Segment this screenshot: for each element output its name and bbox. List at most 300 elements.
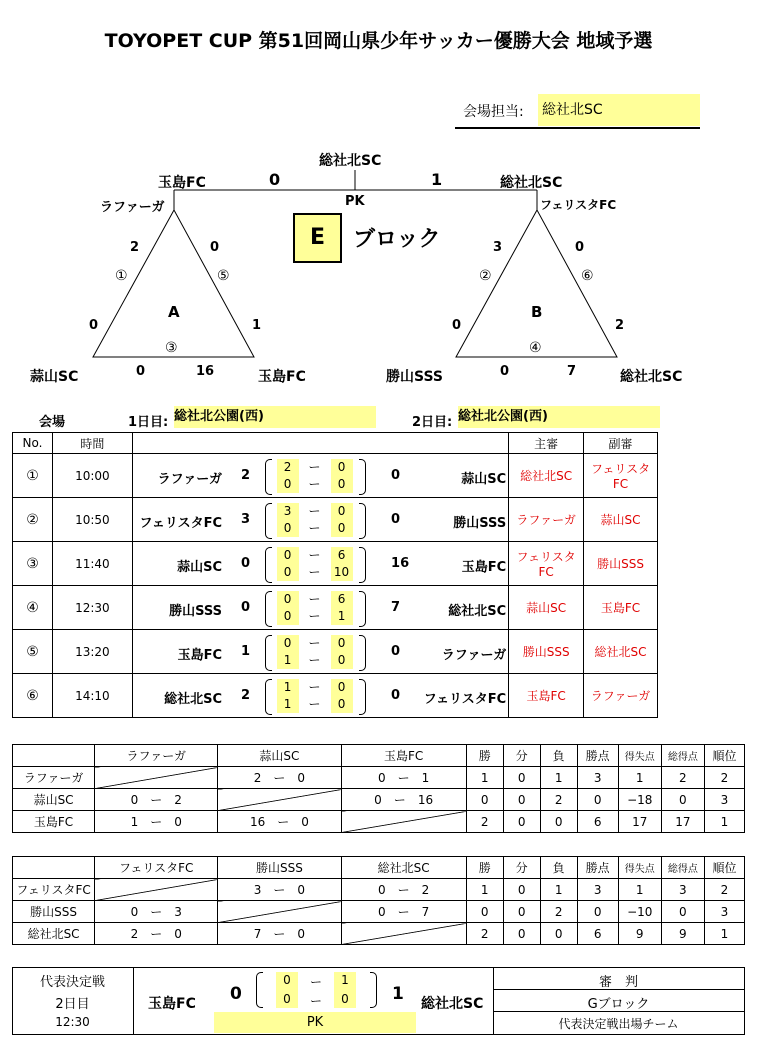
result-against: 0 xyxy=(174,815,182,829)
playoff-ref-label: 審 判 xyxy=(598,975,638,990)
group-b-mark-left: ② xyxy=(479,268,492,284)
dash: ー xyxy=(393,793,406,807)
league-row xyxy=(13,923,745,945)
bracket-left xyxy=(265,635,272,671)
result-for: 7 xyxy=(253,927,262,941)
bracket-right xyxy=(359,459,366,495)
result-against: 2 xyxy=(421,883,430,897)
result-for: 16 xyxy=(249,815,266,829)
bracket-left xyxy=(265,679,272,715)
league-self-cell xyxy=(218,901,341,923)
final-left-team: 玉島FC xyxy=(158,175,206,191)
home-score: 3 xyxy=(241,512,251,527)
bracket-right xyxy=(359,591,366,627)
venues-label: 会場 xyxy=(39,415,66,430)
final-left-score: 0 xyxy=(269,170,281,189)
playoff-h2: 0 xyxy=(283,992,291,1006)
match-time: 14:10 xyxy=(52,674,132,718)
result-for: 0 xyxy=(130,793,139,807)
league-row xyxy=(13,789,745,811)
dash: ー xyxy=(308,591,321,606)
home-half-2: 1 xyxy=(283,696,292,711)
playoff-bracket-left xyxy=(256,972,263,1008)
away-half-1: 0 xyxy=(337,503,346,518)
league-stat-d: 0 xyxy=(503,901,540,923)
group-b-name: B xyxy=(531,303,543,321)
league-row-team: 玉島FC xyxy=(13,811,95,833)
venue-manager-value: 総社北SC xyxy=(538,94,700,126)
match-time: 11:40 xyxy=(52,542,132,586)
league-stat-rank: 3 xyxy=(704,789,744,811)
group-a-left-team: 蒜山SC xyxy=(30,369,79,385)
league-header-loss: 負 xyxy=(540,745,577,767)
match-table xyxy=(12,432,658,718)
bracket-right xyxy=(359,635,366,671)
group-a-mark-right: ⑤ xyxy=(217,268,230,284)
header-assistant: 副審 xyxy=(584,433,658,454)
result-for: 2 xyxy=(130,927,139,941)
playoff-a2: 0 xyxy=(341,992,349,1006)
match-row xyxy=(13,454,658,498)
away-team: 玉島FC xyxy=(461,560,507,575)
group-a-right-edge-bottom: 1 xyxy=(252,318,262,333)
league-result xyxy=(95,901,218,923)
league-table-a xyxy=(12,744,745,833)
bracket-left xyxy=(265,503,272,539)
match-row xyxy=(13,542,658,586)
dash: ー xyxy=(308,547,321,562)
away-team: 総社北SC xyxy=(448,604,507,619)
away-score: 7 xyxy=(391,600,401,615)
referee: 蒜山SC xyxy=(509,586,584,630)
group-b-mark-right: ⑥ xyxy=(581,268,594,284)
home-half-2: 1 xyxy=(283,652,292,667)
league-stat-l: 0 xyxy=(540,811,577,833)
league-stat-w: 2 xyxy=(466,811,503,833)
dash: ー xyxy=(273,883,286,897)
result-against: 0 xyxy=(297,927,306,941)
league-table-b xyxy=(12,856,745,945)
header-referee: 主審 xyxy=(509,433,584,454)
league-stat-gd: 17 xyxy=(618,811,661,833)
home-half-2: 0 xyxy=(283,608,292,623)
league-stat-l: 2 xyxy=(540,901,577,923)
home-team: 勝山SSS xyxy=(169,604,223,619)
league-stat-gd: 1 xyxy=(618,767,661,789)
playoff-ref-note: 代表決定戦出場チーム xyxy=(558,1017,679,1031)
league-header-row xyxy=(13,857,745,879)
league-result xyxy=(341,901,466,923)
match-no: ④ xyxy=(13,586,53,630)
playoff-away-team: 総社北SC xyxy=(421,996,484,1012)
league-stat-gf: 2 xyxy=(661,767,704,789)
score-detail xyxy=(255,633,375,671)
day1-venue: 総社北公園(西) xyxy=(174,406,376,428)
dash: ー xyxy=(308,476,321,491)
assistant-referee: 玉島FC xyxy=(584,586,658,630)
away-half-2: 0 xyxy=(337,520,346,535)
match-time: 10:50 xyxy=(52,498,132,542)
result-for: 1 xyxy=(130,815,139,829)
league-row-team: 蒜山SC xyxy=(13,789,95,811)
dash: ー xyxy=(273,771,286,785)
league-self-cell xyxy=(341,811,466,833)
league-header-rank: 順位 xyxy=(704,745,744,767)
dash: ー xyxy=(397,883,410,897)
dash: ー xyxy=(273,927,286,941)
group-a-mark-left: ① xyxy=(115,268,128,284)
league-stat-gd: −18 xyxy=(618,789,661,811)
bracket-right xyxy=(359,547,366,583)
result-against: 0 xyxy=(297,883,306,897)
score-detail xyxy=(255,589,375,627)
score-detail xyxy=(255,677,375,715)
final-pk-label: PK xyxy=(345,194,365,209)
block-letter: E xyxy=(293,213,342,263)
match-row xyxy=(13,630,658,674)
away-half-2: 10 xyxy=(333,564,350,579)
home-team: 玉島FC xyxy=(177,648,223,663)
league-result xyxy=(95,923,218,945)
venue-manager-label: 会場担当: xyxy=(463,104,524,120)
dash: ー xyxy=(308,635,321,650)
league-header-rank: 順位 xyxy=(704,857,744,879)
league-result xyxy=(218,811,341,833)
league-stat-w: 1 xyxy=(466,767,503,789)
league-result xyxy=(218,879,341,901)
day1-label: 1日目: xyxy=(128,415,169,430)
assistant-referee: 総社北SC xyxy=(584,630,658,674)
group-a-left-edge-top: 2 xyxy=(130,240,140,255)
dash: ー xyxy=(277,815,290,829)
score-detail xyxy=(255,501,375,539)
dash: ー xyxy=(308,696,321,711)
league-header-loss: 負 xyxy=(540,857,577,879)
block-label: ブロック xyxy=(353,227,441,252)
league-stat-rank: 3 xyxy=(704,901,744,923)
league-stat-pts: 3 xyxy=(577,879,618,901)
bracket-left xyxy=(265,459,272,495)
league-result xyxy=(218,767,341,789)
league-stat-gf: 3 xyxy=(661,879,704,901)
away-score: 16 xyxy=(391,556,410,571)
dash: ー xyxy=(308,652,321,667)
dash: ー xyxy=(397,771,410,785)
league-stat-d: 0 xyxy=(503,879,540,901)
league-col-team: 玉島FC xyxy=(341,745,466,767)
league-stat-w: 1 xyxy=(466,879,503,901)
bracket-right xyxy=(359,679,366,715)
league-stat-pts: 0 xyxy=(577,901,618,923)
playoff-home-team: 玉島FC xyxy=(148,996,196,1012)
home-team: フェリスタFC xyxy=(139,516,223,531)
result-against: 3 xyxy=(174,905,182,919)
match-no: ③ xyxy=(13,542,53,586)
result-for: 0 xyxy=(130,905,139,919)
away-score: 0 xyxy=(391,644,401,659)
assistant-referee: 蒜山SC xyxy=(584,498,658,542)
home-team: 総社北SC xyxy=(164,692,223,707)
score-detail xyxy=(255,457,375,495)
home-score: 2 xyxy=(241,468,251,483)
league-result xyxy=(341,767,466,789)
away-team: ラファーガ xyxy=(441,648,507,663)
league-stat-d: 0 xyxy=(503,811,540,833)
match-row xyxy=(13,498,658,542)
league-header-gf: 総得点 xyxy=(661,857,704,879)
group-b-mark-bottom: ④ xyxy=(529,340,542,356)
header-time: 時間 xyxy=(52,433,132,454)
league-stat-w: 2 xyxy=(466,923,503,945)
league-stat-rank: 1 xyxy=(704,811,744,833)
home-score: 0 xyxy=(241,600,251,615)
bracket-left xyxy=(265,547,272,583)
dash: ー xyxy=(150,793,163,807)
league-row xyxy=(13,811,745,833)
league-result xyxy=(95,789,218,811)
playoff-h1: 0 xyxy=(283,973,291,987)
away-score: 0 xyxy=(391,688,401,703)
header-no: No. xyxy=(13,433,53,454)
playoff-away-score: 1 xyxy=(392,984,404,1004)
league-corner xyxy=(13,745,95,767)
league-header-gd: 得失点 xyxy=(618,745,661,767)
result-for: 2 xyxy=(253,771,262,785)
league-stat-gf: 17 xyxy=(661,811,704,833)
league-stat-gd: 1 xyxy=(618,879,661,901)
assistant-referee: フェリスタFC xyxy=(584,454,658,498)
playoff-time: 12:30 xyxy=(55,1015,90,1029)
group-b-right-team: 総社北SC xyxy=(620,369,683,385)
away-score: 0 xyxy=(391,468,401,483)
home-half-2: 0 xyxy=(283,476,292,491)
group-a-bottom-right: 16 xyxy=(196,364,215,379)
match-no: ⑤ xyxy=(13,630,53,674)
league-result xyxy=(341,789,466,811)
dash: ー xyxy=(308,564,321,579)
league-row xyxy=(13,901,745,923)
home-half-1: 0 xyxy=(283,635,292,650)
league-result xyxy=(95,811,218,833)
league-stat-l: 2 xyxy=(540,789,577,811)
playoff-divider-left xyxy=(133,967,134,1034)
league-corner xyxy=(13,857,95,879)
league-stat-rank: 2 xyxy=(704,879,744,901)
league-stat-pts: 0 xyxy=(577,789,618,811)
dash: ー xyxy=(150,815,163,829)
result-for: 0 xyxy=(377,771,386,785)
result-for: 0 xyxy=(377,905,386,919)
assistant-referee: ラファーガ xyxy=(584,674,658,718)
league-header-gd: 得失点 xyxy=(618,857,661,879)
league-col-team: フェリスタFC xyxy=(95,857,218,879)
dash: ー xyxy=(308,520,321,535)
league-col-team: ラファーガ xyxy=(95,745,218,767)
final-top-team: 総社北SC xyxy=(319,153,382,169)
group-a-top-team: ラファーガ xyxy=(100,200,165,215)
league-stat-gf: 0 xyxy=(661,789,704,811)
home-score: 1 xyxy=(241,644,251,659)
group-b-left-edge-top: 3 xyxy=(493,240,503,255)
result-against: 0 xyxy=(297,771,306,785)
group-b-bottom-left: 0 xyxy=(500,364,510,379)
dash: ー xyxy=(308,459,321,474)
dash: ー xyxy=(150,905,163,919)
league-stat-gd: 9 xyxy=(618,923,661,945)
league-stat-w: 0 xyxy=(466,901,503,923)
league-stat-rank: 1 xyxy=(704,923,744,945)
group-a-bottom-left: 0 xyxy=(136,364,146,379)
result-against: 0 xyxy=(174,927,182,941)
home-half-2: 0 xyxy=(283,520,292,535)
away-half-1: 0 xyxy=(337,679,346,694)
league-stat-gf: 0 xyxy=(661,901,704,923)
dash: ー xyxy=(150,927,163,941)
result-against: 16 xyxy=(417,793,434,807)
away-half-1: 0 xyxy=(337,635,346,650)
score-detail xyxy=(255,545,375,583)
home-half-1: 0 xyxy=(283,591,292,606)
result-against: 0 xyxy=(301,815,309,829)
league-result xyxy=(218,923,341,945)
league-self-cell xyxy=(95,767,218,789)
league-stat-l: 1 xyxy=(540,767,577,789)
home-score: 0 xyxy=(241,556,251,571)
league-col-team: 蒜山SC xyxy=(218,745,341,767)
away-team: フェリスタFC xyxy=(423,692,507,707)
home-half-1: 2 xyxy=(283,459,292,474)
league-stat-d: 0 xyxy=(503,923,540,945)
group-a-left-edge-bottom: 0 xyxy=(89,318,99,333)
dash: ー xyxy=(308,608,321,623)
league-header-row xyxy=(13,745,745,767)
match-no: ② xyxy=(13,498,53,542)
league-row-team: 勝山SSS xyxy=(13,901,95,923)
group-a-name: A xyxy=(168,303,180,321)
league-header-points: 勝点 xyxy=(577,745,618,767)
away-half-1: 0 xyxy=(337,459,346,474)
final-right-team: 総社北SC xyxy=(500,175,563,191)
league-row-team: ラファーガ xyxy=(13,767,95,789)
referee: 勝山SSS xyxy=(509,630,584,674)
league-self-cell xyxy=(341,923,466,945)
league-stat-l: 1 xyxy=(540,879,577,901)
match-time: 10:00 xyxy=(52,454,132,498)
league-self-cell xyxy=(95,879,218,901)
league-stat-rank: 2 xyxy=(704,767,744,789)
group-a-right-edge-top: 0 xyxy=(210,240,220,255)
group-b-top-team: フェリスタFC xyxy=(540,198,617,212)
dash: ー xyxy=(308,679,321,694)
playoff-a1: 1 xyxy=(341,973,349,987)
playoff-dash-1: ー xyxy=(309,975,322,989)
away-half-2: 0 xyxy=(337,476,346,491)
away-half-2: 0 xyxy=(337,696,346,711)
away-half-2: 1 xyxy=(337,608,346,623)
match-time: 13:20 xyxy=(52,630,132,674)
playoff-bracket-right xyxy=(370,972,377,1008)
referee: 玉島FC xyxy=(509,674,584,718)
playoff-day: 2日目 xyxy=(55,997,90,1012)
home-half-2: 0 xyxy=(283,564,292,579)
league-stat-l: 0 xyxy=(540,923,577,945)
match-no: ① xyxy=(13,454,53,498)
away-half-1: 6 xyxy=(337,547,346,562)
group-b-bottom-right: 7 xyxy=(567,364,577,379)
league-header-draw: 分 xyxy=(503,857,540,879)
league-stat-pts: 6 xyxy=(577,811,618,833)
page-title: TOYOPET CUP 第51回岡山県少年サッカー優勝大会 地域予選 xyxy=(104,30,653,52)
home-team: ラファーガ xyxy=(157,472,223,487)
playoff-label: 代表決定戦 xyxy=(39,975,105,990)
match-no: ⑥ xyxy=(13,674,53,718)
result-against: 1 xyxy=(421,771,430,785)
away-score: 0 xyxy=(391,512,401,527)
day2-venue: 総社北公園(西) xyxy=(458,406,660,428)
result-for: 0 xyxy=(377,883,386,897)
league-col-team: 総社北SC xyxy=(341,857,466,879)
group-b-left-team: 勝山SSS xyxy=(386,369,443,385)
group-b-left-edge-bottom: 0 xyxy=(452,318,462,333)
dash: ー xyxy=(308,503,321,518)
league-row-team: フェリスタFC xyxy=(13,879,95,901)
result-against: 7 xyxy=(421,905,430,919)
match-time: 12:30 xyxy=(52,586,132,630)
league-result xyxy=(341,879,466,901)
league-stat-pts: 6 xyxy=(577,923,618,945)
group-b-right-edge-top: 0 xyxy=(575,240,585,255)
referee: 総社北SC xyxy=(509,454,584,498)
away-half-1: 6 xyxy=(337,591,346,606)
final-right-score: 1 xyxy=(431,170,443,189)
group-a-mark-bottom: ③ xyxy=(165,340,178,356)
home-half-1: 1 xyxy=(283,679,292,694)
group-a-right-team: 玉島FC xyxy=(258,369,306,385)
away-team: 勝山SSS xyxy=(453,516,507,531)
league-stat-pts: 3 xyxy=(577,767,618,789)
league-stat-d: 0 xyxy=(503,767,540,789)
league-row-team: 総社北SC xyxy=(13,923,95,945)
home-half-1: 0 xyxy=(283,547,292,562)
home-team: 蒜山SC xyxy=(177,560,223,575)
assistant-referee: 勝山SSS xyxy=(584,542,658,586)
league-col-team: 勝山SSS xyxy=(218,857,341,879)
league-header-win: 勝 xyxy=(466,745,503,767)
result-against: 2 xyxy=(174,793,182,807)
league-header-draw: 分 xyxy=(503,745,540,767)
home-half-1: 3 xyxy=(283,503,292,518)
referee: ラファーガ xyxy=(509,498,584,542)
league-row xyxy=(13,767,745,789)
day2-label: 2日目: xyxy=(412,415,453,430)
away-half-2: 0 xyxy=(337,652,346,667)
referee: フェリスタFC xyxy=(509,542,584,586)
match-row xyxy=(13,586,658,630)
league-header-gf: 総得点 xyxy=(661,745,704,767)
bracket-right xyxy=(359,503,366,539)
playoff-ref-value: Gブロック xyxy=(587,997,650,1012)
playoff-pk-label: PK xyxy=(306,1015,324,1030)
league-stat-d: 0 xyxy=(503,789,540,811)
home-score: 2 xyxy=(241,688,251,703)
result-for: 3 xyxy=(253,883,262,897)
group-b-right-edge-bottom: 2 xyxy=(615,318,625,333)
league-stat-gd: −10 xyxy=(618,901,661,923)
league-stat-w: 0 xyxy=(466,789,503,811)
league-header-win: 勝 xyxy=(466,857,503,879)
league-self-cell xyxy=(218,789,341,811)
match-row xyxy=(13,674,658,718)
